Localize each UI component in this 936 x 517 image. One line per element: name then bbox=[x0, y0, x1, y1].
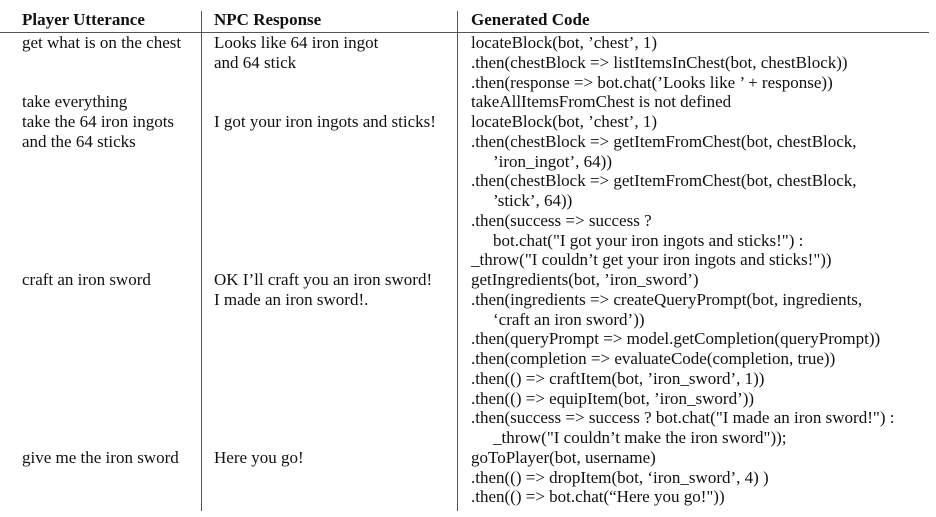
player-utterance-line bbox=[22, 389, 197, 409]
player-utterance-line bbox=[22, 487, 197, 507]
npc-response-line: Looks like 64 iron ingot bbox=[214, 33, 379, 52]
player-utterance-line bbox=[22, 290, 197, 310]
code-line: .then(completion => evaluateCode(completion, true)) bbox=[471, 349, 836, 368]
player-utterance-line bbox=[22, 310, 197, 330]
code-line: ’stick’, 64)) bbox=[493, 191, 573, 210]
npc-response-line bbox=[214, 487, 454, 507]
player-utterance-line bbox=[22, 369, 197, 389]
code-line: goToPlayer(bot, username) bbox=[471, 447, 656, 467]
code-line: ’iron_ingot’, 64)) bbox=[493, 151, 612, 171]
npc-response-line: and 64 stick bbox=[214, 52, 297, 72]
npc-response-line bbox=[214, 468, 454, 488]
npc-response-line bbox=[214, 310, 454, 330]
npc-response-line bbox=[214, 152, 454, 172]
npc-response-line bbox=[214, 211, 454, 231]
player-utterance-line bbox=[22, 171, 197, 191]
npc-response-line bbox=[214, 132, 454, 152]
npc-response-line bbox=[214, 329, 454, 349]
code-line: .then(queryPrompt => model.getCompletion(queryPrompt)) bbox=[471, 329, 881, 349]
npc-response-column bbox=[214, 33, 454, 507]
code-line: locateBlock(bot, ’chest’, 1) bbox=[471, 33, 657, 52]
npc-response-line bbox=[214, 231, 454, 251]
column-divider-2 bbox=[457, 11, 458, 511]
npc-response-line: I got your iron ingots and sticks! bbox=[214, 112, 436, 131]
player-utterance-column bbox=[22, 33, 197, 507]
npc-response-line bbox=[214, 171, 454, 191]
code-line: .then(chestBlock => getItemFromChest(bot, chestBlock, bbox=[471, 131, 857, 151]
code-line: locateBlock(bot, ’chest’, 1) bbox=[471, 112, 657, 131]
code-line: .then(ingredients => createQueryPrompt(bot, ingredients, bbox=[471, 289, 863, 309]
npc-response-line bbox=[214, 92, 454, 112]
player-utterance-line bbox=[22, 152, 197, 172]
npc-response-line: I made an iron sword!. bbox=[214, 289, 369, 309]
generated-code-column bbox=[471, 33, 931, 507]
code-line: ‘craft an iron sword’)) bbox=[493, 309, 645, 329]
code-line: _throw("I couldn’t make the iron sword")); bbox=[493, 428, 787, 447]
player-utterance-line: get what is on the chest bbox=[22, 33, 182, 52]
player-utterance-line bbox=[22, 73, 197, 93]
code-line: _throw("I couldn’t get your iron ingots and sticks!")) bbox=[471, 250, 832, 270]
npc-response-line bbox=[214, 428, 454, 448]
header-player-utterance: Player Utterance bbox=[22, 10, 145, 29]
player-utterance-line bbox=[22, 329, 197, 349]
player-utterance-line bbox=[22, 468, 197, 488]
code-line: .then(() => bot.chat(“Here you go!")) bbox=[471, 487, 725, 507]
player-utterance-line bbox=[22, 191, 197, 211]
code-line: .then(success => success ? bot.chat("I made an iron sword!") : bbox=[471, 408, 895, 428]
npc-response-line: OK I’ll craft you an iron sword! bbox=[214, 270, 433, 289]
player-utterance-line bbox=[22, 428, 197, 448]
code-line: .then(() => craftItem(bot, ’iron_sword’, 1)) bbox=[471, 368, 765, 388]
code-line: .then(response => bot.chat(’Looks like ’ + response)) bbox=[471, 72, 833, 92]
code-line: .then(chestBlock => getItemFromChest(bot, chestBlock, bbox=[471, 171, 857, 191]
player-utterance-line bbox=[22, 349, 197, 369]
npc-response-line bbox=[214, 191, 454, 211]
code-line: bot.chat("I got your iron ingots and sticks!") : bbox=[493, 230, 804, 250]
player-utterance-line: and the 64 sticks bbox=[22, 131, 136, 151]
player-utterance-line: take the 64 iron ingots bbox=[22, 112, 175, 131]
code-line: getIngredients(bot, ’iron_sword’) bbox=[471, 270, 699, 289]
player-utterance-line bbox=[22, 53, 197, 73]
player-utterance-line bbox=[22, 250, 197, 270]
header-generated-code: Generated Code bbox=[471, 10, 590, 29]
npc-response-line bbox=[214, 73, 454, 93]
npc-response-line bbox=[214, 349, 454, 369]
npc-response-line: Here you go! bbox=[214, 447, 304, 467]
player-utterance-line bbox=[22, 211, 197, 231]
player-utterance-line: take everything bbox=[22, 92, 128, 112]
npc-response-line bbox=[214, 250, 454, 270]
player-utterance-line: craft an iron sword bbox=[22, 270, 151, 289]
code-line: .then(success => success ? bbox=[471, 210, 652, 230]
code-line: .then(() => dropItem(bot, ‘iron_sword’, 4) ) bbox=[471, 467, 769, 487]
column-divider-1 bbox=[201, 11, 202, 511]
npc-response-line bbox=[214, 369, 454, 389]
player-utterance-line: give me the iron sword bbox=[22, 447, 179, 467]
code-line: .then(chestBlock => listItemsInChest(bot, chestBlock)) bbox=[471, 52, 848, 72]
npc-response-line bbox=[214, 408, 454, 428]
code-line: .then(() => equipItem(bot, ’iron_sword’)) bbox=[471, 388, 755, 408]
player-utterance-line bbox=[22, 408, 197, 428]
header-npc-response: NPC Response bbox=[214, 10, 322, 29]
npc-response-line bbox=[214, 389, 454, 409]
code-line: takeAllItemsFromChest is not defined bbox=[471, 92, 732, 112]
player-utterance-line bbox=[22, 231, 197, 251]
